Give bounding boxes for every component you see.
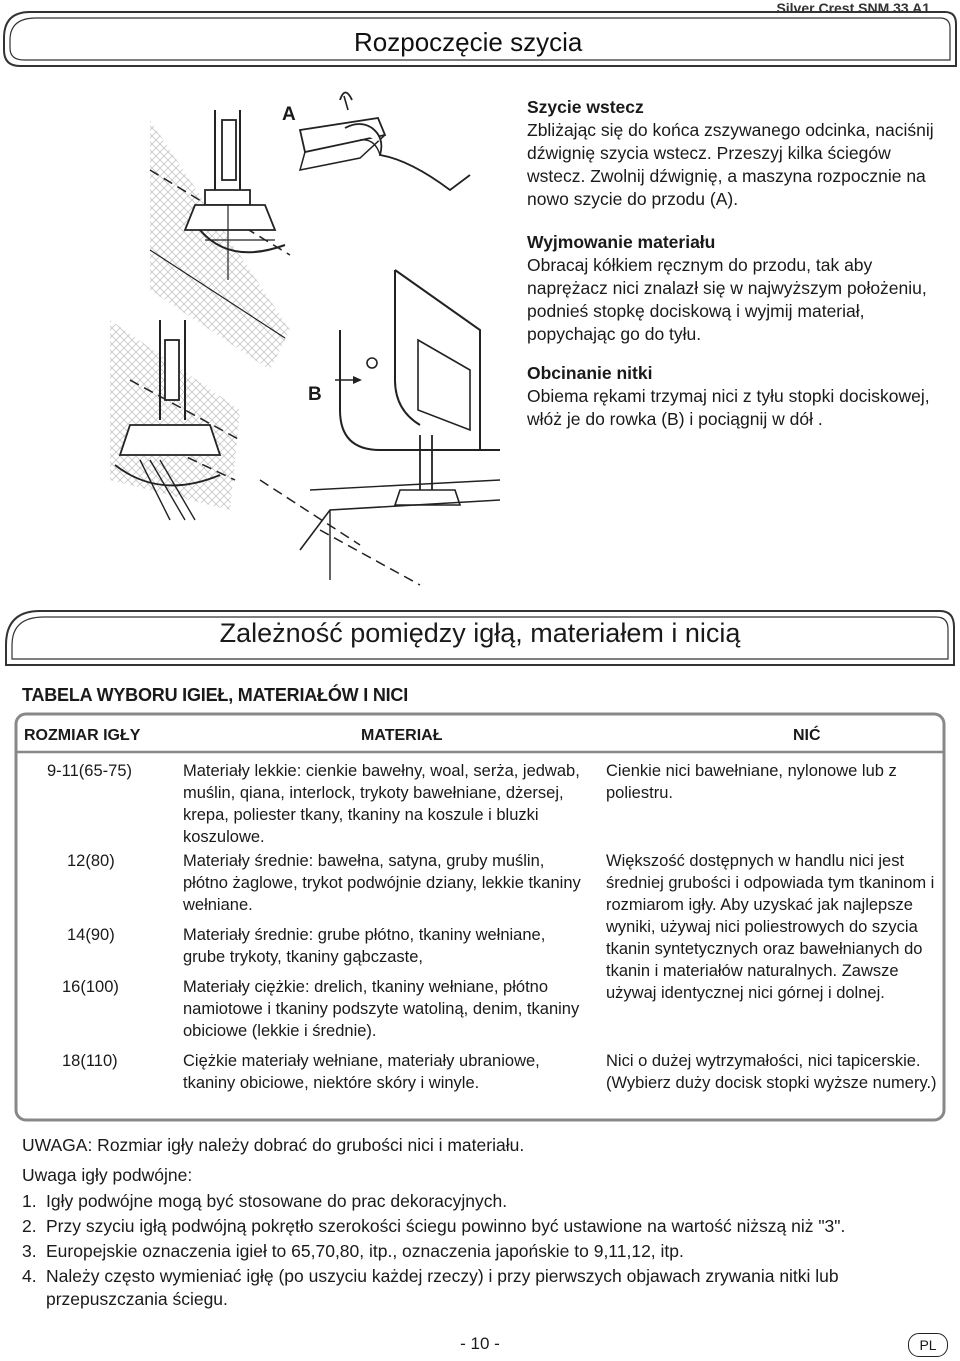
needle-size: 9-11(65-75) <box>47 762 132 780</box>
section-reverse-sewing <box>527 96 947 211</box>
material: Materiały średnie: bawełna, satyna, gruby muślin, płótno żaglowe, trykot podwójnie dziany, lekkie tkaniny wełniane. <box>183 852 581 914</box>
figure-label-b: B <box>308 384 322 405</box>
needle-size: 12(80) <box>67 852 115 870</box>
language-badge: PL <box>908 1333 948 1357</box>
section-body: Obiema rękami trzymaj nici z tyłu stopki dociskowej, włóż je do rowka (B) i pociągnij w dół . <box>527 386 930 429</box>
needle-size: 14(90) <box>67 926 115 944</box>
twin-needle-heading: Uwaga igły podwójne: <box>22 1165 193 1185</box>
section-heading: Szycie wstecz <box>527 97 644 117</box>
material: Materiały ciężkie: drelich, tkaniny wełniane, płótno namiotowe i tkaniny podszyte watoliną, denim, tkaniny obiciowe (lekkie i średnie). <box>183 978 580 1040</box>
section-heading: Wyjmowanie materiału <box>527 232 716 252</box>
list-item: 3. Europejskie oznaczenia igieł to 65,70,80, itp., oznaczenia japońskie to 9,11,12, itp. <box>22 1241 684 1261</box>
section-body: Zbliżając się do końca zszywanego odcinka, naciśnij dźwignię szycia wstecz. Przeszyj kilka ściegów wstecz. Zwolnij dźwignię, a maszyna rozpocznie na nowo szycie do przodu (A). <box>527 120 934 209</box>
thread: Większość dostępnych w handlu nici jest średniej grubości i odpowiada tym tkaninom i rozmiarom igły. Aby uzyskać jak najlepsze wyniki, używaj nici poliestrowych do szycia tkanin syntetycznych oraz bawełnianych do tkanin i materiałów naturalnych. Zawsze używaj identycznej nici górnej i dolnej. <box>606 852 935 1002</box>
twin-needle-list <box>22 1190 952 1313</box>
section-cutting-thread <box>527 362 947 431</box>
list-item: 4. Należy często wymieniać igłę (po uszyciu każdej rzeczy) i przy pierwszych objawach zrywania nitki lub przepuszczania ściegu. <box>22 1266 839 1309</box>
material: Materiały lekkie: cienkie bawełny, woal, serża, jedwab, muślin, qiana, interlock, trykoty bawełniane, dżersej, krepa, poliester tkany, tkaniny na koszule i bluzki koszulowe. <box>183 762 580 846</box>
sewing-illustration <box>0 80 520 600</box>
thread: Cienkie nici bawełniane, nylonowe lub z poliestru. <box>606 762 897 802</box>
table-title: TABELA WYBORU IGIEŁ, MATERIAŁÓW I NICI <box>22 685 409 705</box>
brand-model: Silver Crest SNM 33 A1 <box>776 0 930 16</box>
section-heading: Obcinanie nitki <box>527 363 653 383</box>
needle-size: 18(110) <box>62 1052 118 1070</box>
header-material: MATERIAŁ <box>361 727 443 744</box>
figure-label-a: A <box>282 104 296 125</box>
header-thread: NIĆ <box>793 727 821 744</box>
list-item: 1. Igły podwójne mogą być stosowane do prac dekoracyjnych. <box>22 1191 508 1211</box>
needle-note: UWAGA: Rozmiar igły należy dobrać do grubości nici i materiału. <box>22 1135 525 1155</box>
needle-size: 16(100) <box>62 978 119 996</box>
material: Ciężkie materiały wełniane, materiały ubraniowe, tkaniny obiciowe, niektóre skóry i winyle. <box>183 1052 540 1092</box>
section-removing-fabric <box>527 231 947 346</box>
header-needle-size: ROZMIAR IGŁY <box>24 727 141 744</box>
page-number: - 10 - <box>460 1334 500 1353</box>
thread: Nici o dużej wytrzymałości, nici tapicerskie. (Wybierz duży docisk stopki wyższe numery.) <box>606 1052 937 1092</box>
list-item: 2. Przy szyciu igłą podwójną pokrętło szerokości ściegu powinno być ustawione na wartość niższą niż "3". <box>22 1216 846 1236</box>
page-title: Rozpoczęcie szycia <box>354 27 583 57</box>
section-body: Obracaj kółkiem ręcznym do przodu, tak aby naprężacz nici znalazł się w najwyższym położeniu, podnieś stopkę dociskową i wyjmij materiał, popychając go do tyłu. <box>527 255 927 344</box>
material: Materiały średnie: grube płótno, tkaniny wełniane, grube trykoty, tkaniny gąbczaste, <box>183 926 546 966</box>
section-title: Zależność pomiędzy igłą, materiałem i nicią <box>219 618 741 648</box>
